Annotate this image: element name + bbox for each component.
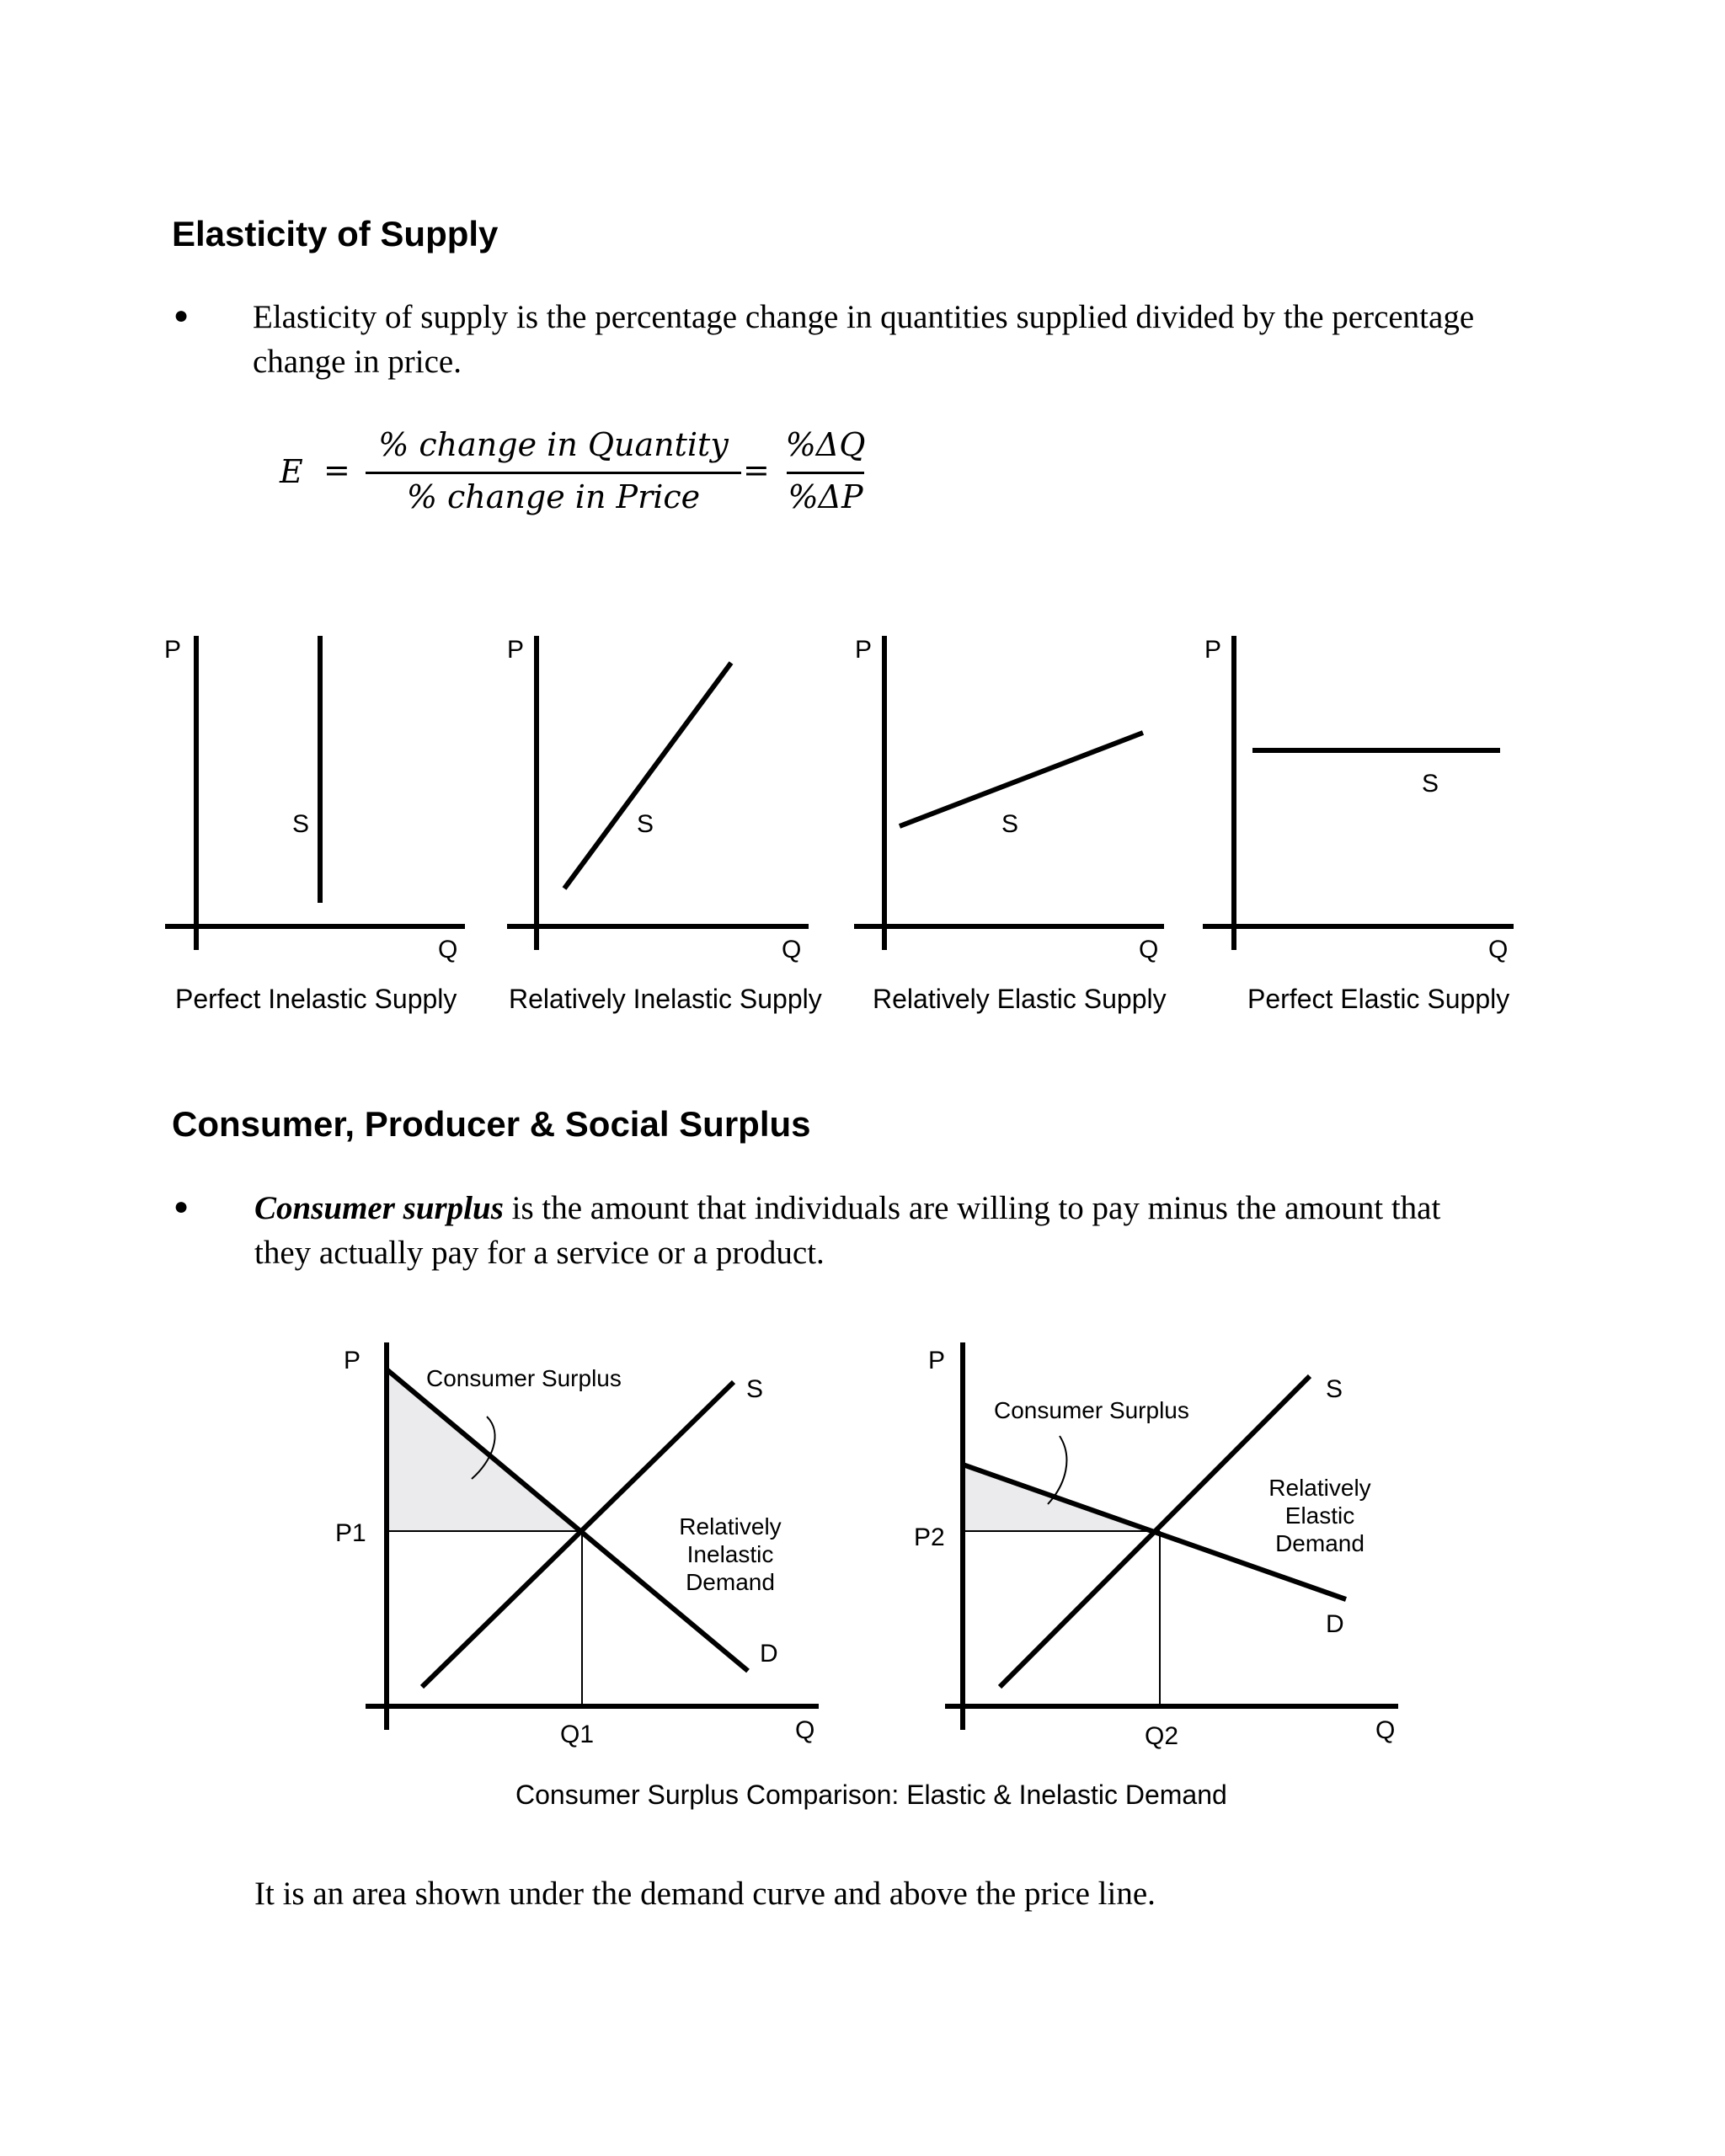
d-label: D (760, 1640, 778, 1668)
demand-label-line-1: Relatively (1268, 1475, 1371, 1501)
consumer-surplus-graphs (0, 1322, 1725, 1811)
formula-lhs: E (280, 453, 303, 490)
price-label: P1 (335, 1519, 366, 1547)
caption-perfect-inelastic: Perfect Inelastic Supply (175, 984, 457, 1014)
demand-label-line-2: Inelastic (686, 1541, 774, 1567)
demand-label-line-2: Elastic (1284, 1502, 1355, 1529)
caption-perfect-elastic: Perfect Elastic Supply (1247, 984, 1510, 1014)
surplus-comparison-caption: Consumer Surplus Comparison: Elastic & Inelastic Demand (515, 1780, 1227, 1810)
formula-short-numerator: %ΔQ (785, 426, 866, 463)
supply-curve (564, 663, 731, 889)
graph-elastic-demand (914, 1342, 1398, 1750)
consumer-surplus-definition (254, 1186, 1467, 1275)
demand-label-line-3: Demand (1275, 1530, 1365, 1556)
s-label: S (1001, 810, 1019, 838)
supply-elasticity-graphs (0, 590, 1725, 1027)
s-label: S (1422, 770, 1439, 798)
graph-perfect-inelastic (164, 636, 465, 963)
quantity-label: Q2 (1145, 1722, 1179, 1750)
surplus-label: Consumer Surplus (994, 1397, 1189, 1423)
graph-perfect-elastic (1203, 636, 1514, 963)
quantity-label: Q1 (560, 1721, 595, 1748)
elasticity-heading: Elasticity of Supply (172, 214, 499, 253)
bullet-dot: ● (174, 1193, 190, 1220)
s-label: S (637, 810, 654, 838)
formula-denominator: % change in Price (406, 478, 701, 515)
formula-numerator: % change in Quantity (378, 426, 729, 463)
p-label: P (1204, 636, 1222, 664)
graph-relatively-inelastic (507, 636, 809, 963)
caption-relatively-elastic: Relatively Elastic Supply (873, 984, 1167, 1014)
surplus-label: Consumer Surplus (426, 1365, 622, 1391)
q-label: Q (438, 936, 458, 963)
q-label: Q (1488, 936, 1509, 963)
surplus-heading: Consumer, Producer & Social Surplus (172, 1104, 811, 1144)
price-label: P2 (914, 1524, 945, 1551)
p-label: P (507, 636, 525, 664)
s-label: S (746, 1375, 764, 1403)
consumer-surplus-term: Consumer surplus (254, 1190, 504, 1226)
q-label: Q (795, 1716, 815, 1744)
p-label: P (855, 636, 873, 664)
graph-inelastic-demand (335, 1342, 819, 1748)
caption-relatively-inelastic: Relatively Inelastic Supply (509, 984, 822, 1014)
demand-label-line-3: Demand (686, 1569, 775, 1595)
formula-fraction-bar (366, 472, 741, 474)
p-label: P (928, 1347, 946, 1374)
consumer-surplus-rest: is the amount that individuals are willing to pay minus the amount that they actually pay for a service or a product. (254, 1190, 1441, 1271)
demand-label-line-1: Relatively (679, 1513, 782, 1540)
formula-equals-2: = (743, 451, 770, 488)
closing-text: It is an area shown under the demand curve and above the price line. (254, 1876, 1156, 1912)
p-label: P (164, 636, 182, 664)
q-label: Q (782, 936, 802, 963)
q-label: Q (1139, 936, 1159, 963)
elasticity-definition: Elasticity of supply is the percentage change in quantities supplied divided by the percentage change in price. (253, 299, 1475, 380)
formula-short-denominator: %ΔP (788, 478, 863, 515)
s-label: S (1326, 1375, 1343, 1403)
p-label: P (344, 1347, 361, 1374)
bullet-dot: ● (174, 302, 190, 329)
d-label: D (1326, 1610, 1344, 1638)
supply-curve (900, 733, 1143, 826)
formula-short-bar (787, 472, 864, 474)
q-label: Q (1375, 1716, 1396, 1744)
formula-equals-1: = (323, 451, 350, 488)
s-label: S (292, 810, 310, 838)
graph-relatively-elastic (854, 636, 1164, 963)
